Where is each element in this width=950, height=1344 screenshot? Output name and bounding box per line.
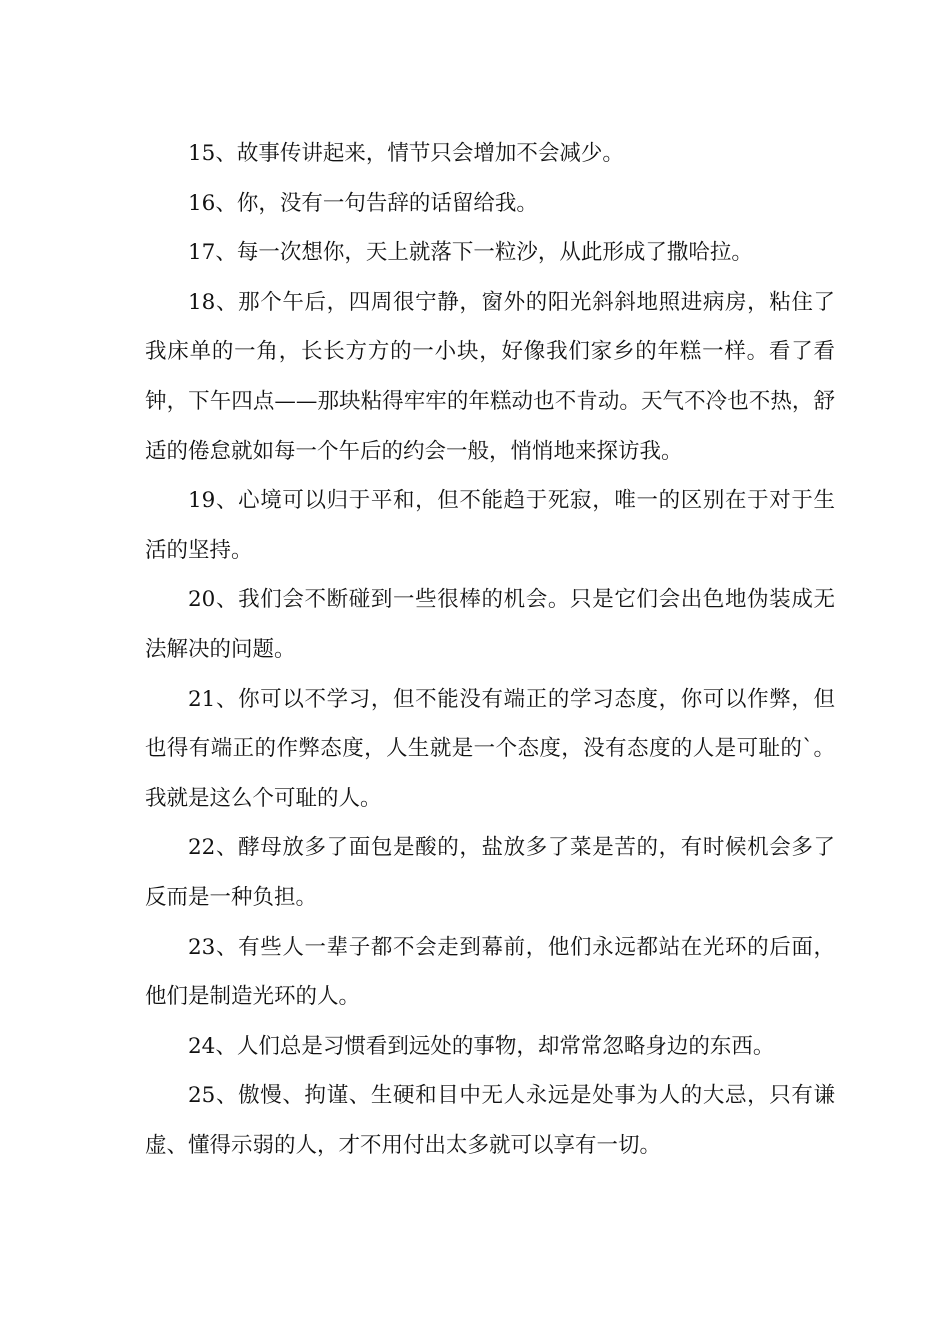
paragraph-18: 18、那个午后，四周很宁静，窗外的阳光斜斜地照进病房，粘住了我床单的一角，长长方方的一小块，好像我们家乡的年糕一样。看了看钟，下午四点——那块粘得牢牢的年糕动也不肯动。天气不冷也不热，舒适的倦怠就如每一个午后的约会一般，悄悄地来探访我。	[145, 289, 835, 464]
paragraph-19: 19、心境可以归于平和，但不能趋于死寂，唯一的区别在于对于生活的坚持。	[145, 488, 835, 563]
paragraph-22: 22、酵母放多了面包是酸的，盐放多了菜是苦的，有时候机会多了反而是一种负担。	[145, 835, 835, 910]
paragraph-23: 23、有些人一辈子都不会走到幕前，他们永远都站在光环的后面，他们是制造光环的人。	[145, 934, 835, 1010]
paragraph-25: 25、傲慢、拘谨、生硬和目中无人永远是处事为人的大忌，只有谦虚、懂得示弱的人，才不用付出太多就可以享有一切。	[145, 1083, 835, 1158]
paragraph-20: 20、我们会不断碰到一些很棒的机会。只是它们会出色地伪装成无法解决的问题。	[145, 587, 835, 662]
document-body	[145, 129, 835, 1170]
paragraph-16: 16、你，没有一句告辞的话留给我。	[188, 190, 538, 216]
paragraph-15: 15、故事传讲起来，情节只会增加不会减少。	[188, 141, 624, 166]
paragraph-17: 17、每一次想你，天上就落下一粒沙，从此形成了撒哈拉。	[188, 240, 753, 266]
paragraph-21: 21、你可以不学习，但不能没有端正的学习态度，你可以作弊，但也得有端正的作弊态度，人生就是一个态度，没有态度的人是可耻的`。我就是这么个可耻的人。	[145, 686, 835, 811]
paragraph-24: 24、人们总是习惯看到远处的事物，却常常忽略身边的东西。	[188, 1033, 775, 1059]
